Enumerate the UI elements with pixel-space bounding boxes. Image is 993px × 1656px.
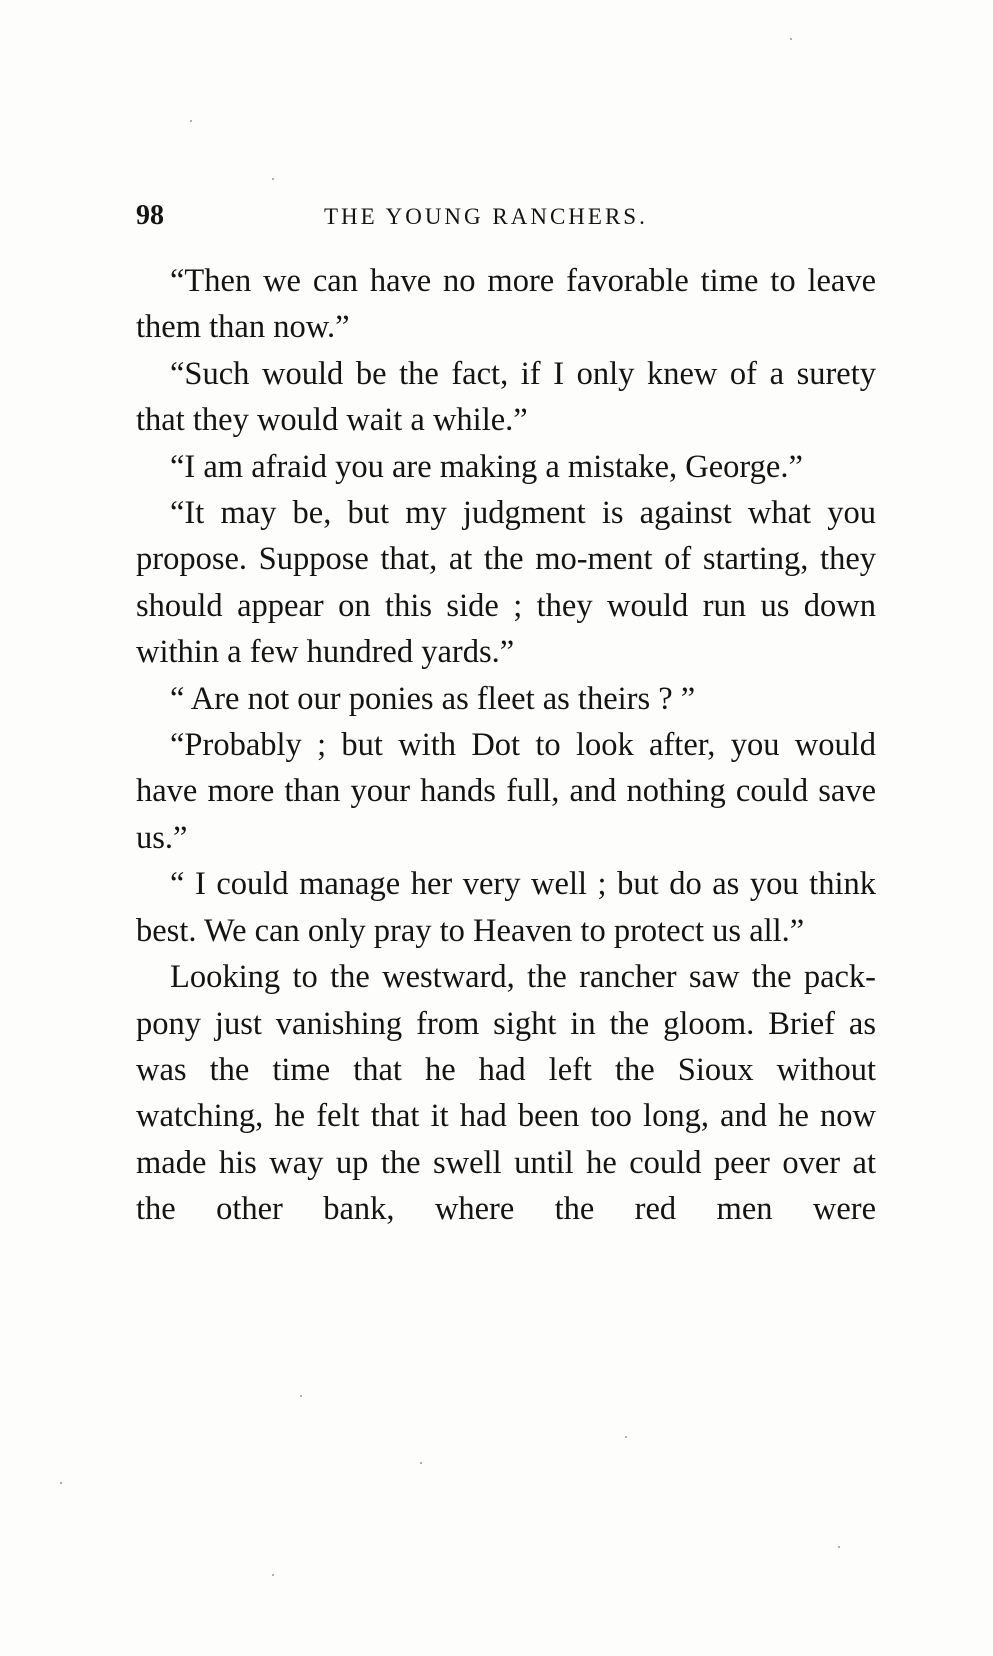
paragraph-8: Looking to the westward, the rancher saw the pack-pony just vanishing from sight in the gloom. Brief as was the time that he had left the Sioux without watching, he felt that it had been too long, and he now made his way up the swell until he could peer over at the other bank, where the red men were	[136, 959, 876, 1228]
paper-speck	[272, 1574, 274, 1576]
paper-speck	[272, 178, 274, 180]
paper-speck	[790, 38, 792, 40]
paragraph-7: “ I could manage her very well ; but do as you think best. We can only pray to Heaven to protect us all.”	[136, 866, 876, 949]
paper-speck	[838, 1546, 840, 1548]
paper-speck	[60, 1482, 62, 1484]
paragraph-3: “I am afraid you are making a mistake, George.”	[170, 448, 803, 485]
paper-speck	[420, 1462, 422, 1464]
paragraph-1: “Then we can have no more favorable time to leave them than now.”	[136, 263, 876, 346]
paper-speck	[625, 1436, 627, 1438]
body-text	[136, 258, 876, 1233]
paper-speck	[190, 120, 192, 122]
running-title: THE YOUNG RANCHERS.	[324, 204, 648, 229]
paragraph-6: “Probably ; but with Dot to look after, you would have more than your hands full, and nothing could save us.”	[136, 727, 876, 856]
paragraph-2: “Such would be the fact, if I only knew of a surety that they would wait a while.”	[136, 355, 876, 439]
paragraph-4: “It may be, but my judgment is against what you propose. Suppose that, at the mo-ment of starting, they should appear on this side ; they would run us down within a few hundred yards.”	[136, 495, 876, 671]
page-header	[136, 198, 876, 234]
page-number: 98	[136, 200, 164, 231]
paragraph-5: “ Are not our ponies as fleet as theirs ? ”	[170, 680, 696, 717]
paper-speck	[300, 1395, 302, 1397]
